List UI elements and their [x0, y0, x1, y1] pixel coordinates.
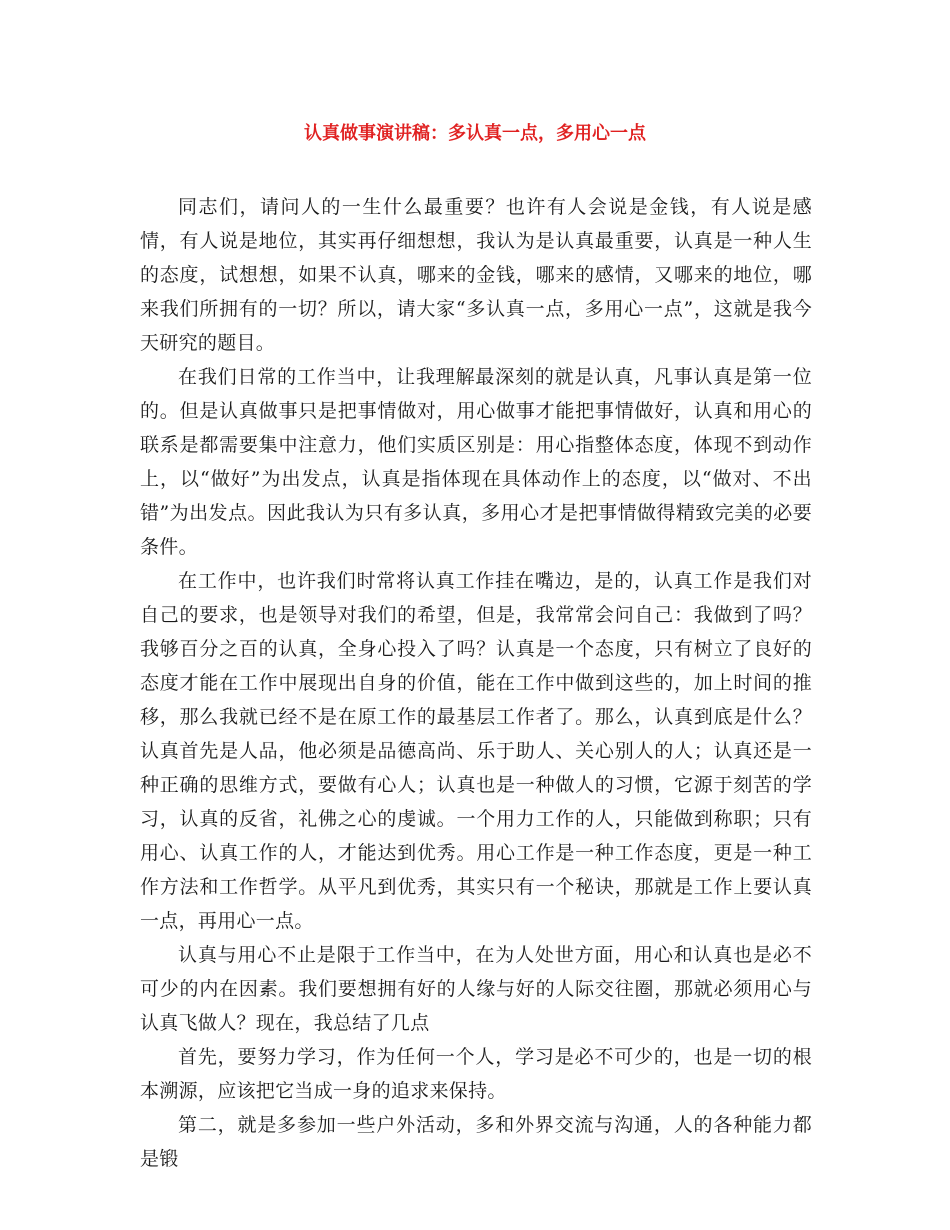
paragraph: 在工作中，也许我们时常将认真工作挂在嘴边，是的，认真工作是我们对自己的要求，也是领导对我们的希望，但是，我常常会问自己：我做到了吗？我够百分之百的认真，全身心投入了吗？认真是一个态度，只有树立了良好的态度才能在工作中展现出自身的价值，能在工作中做到这些的，加上时间的推移，那么我就已经不是在原工作的最基层工作者了。那么，认真到底是什么？认真首先是人品，他必须是品德高尚、乐于助人、关心别人的人；认真还是一种正确的思维方式，要做有心人；认真也是一种做人的习惯，它源于刻苦的学习，认真的反省，礼佛之心的虔诚。一个用力工作的人，只能做到称职；只有用心、认真工作的人，才能达到优秀。用心工作是一种工作态度，更是一种工作方法和工作哲学。从平凡到优秀，其实只有一个秘诀，那就是工作上要认真一点，再用心一点。 — [140, 570, 812, 932]
paragraph: 同志们，请问人的一生什么最重要？也许有人会说是金钱，有人说是感情，有人说是地位，其实再仔细想想，我认为是认真最重要，认真是一种人生的态度，试想想，如果不认真，哪来的金钱，哪来的感情，又哪来的地位，哪来我们所拥有的一切？所以，请大家“多认真一点，多用心一点”，这就是我今天研究的题目。 — [140, 196, 812, 354]
document-body — [140, 190, 812, 1176]
paragraph: 在我们日常的工作当中，让我理解最深刻的就是认真，凡事认真是第一位的。但是认真做事只是把事情做对，用心做事才能把事情做好，认真和用心的联系是都需要集中注意力，他们实质区别是：用心指整体态度，体现不到动作上，以“做好”为出发点，认真是指体现在具体动作上的态度，以“做对、不出错”为出发点。因此我认为只有多认真，多用心才是把事情做得精致完美的必要条件。 — [140, 366, 812, 558]
document-title: 认真做事演讲稿：多认真一点，多用心一点 — [304, 123, 646, 144]
paragraph: 认真与用心不止是限于工作当中，在为人处世方面，用心和认真也是必不可少的内在因素。我们要想拥有好的人缘与好的人际交往圈，那就必须用心与认真飞做人？现在，我总结了几点 — [140, 944, 812, 1034]
paragraph: 首先，要努力学习，作为任何一个人，学习是必不可少的，也是一切的根本溯源，应该把它当成一身的追求来保持。 — [140, 1046, 812, 1102]
paragraph: 第二，就是多参加一些户外活动，多和外界交流与沟通，人的各种能力都是锻 — [140, 1114, 812, 1170]
